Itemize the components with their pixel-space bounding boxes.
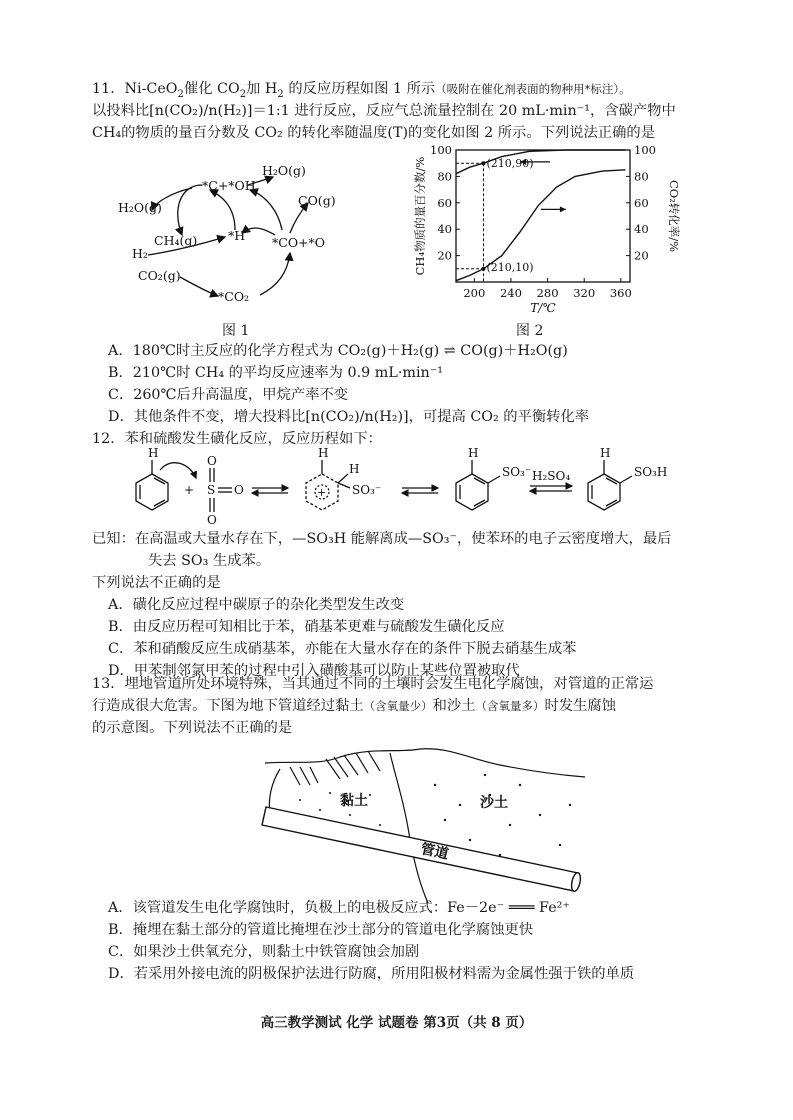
- q13-line2: 行造成很大危害。下图为地下管道经过黏土（含氧量少）和沙土（含氧量多）时发生腐蚀: [92, 698, 617, 714]
- x-axis-label: T/℃: [530, 301, 556, 315]
- species-ch4: CH₄(g): [154, 233, 198, 248]
- label-o-1: O: [207, 454, 217, 468]
- q11-option-b: B．210℃时 CH₄ 的平均反应速率为 0.9 mL·min⁻¹: [108, 365, 444, 381]
- label-h-2: H: [318, 446, 329, 460]
- y-axis-label-right: CO₂转化率/%: [667, 179, 681, 253]
- label-so3h: SO₃H: [634, 465, 668, 479]
- species-co: CO(g): [298, 193, 336, 208]
- y-axis-label-left: CH₄物质的量百分数/%: [413, 156, 427, 276]
- q11-line2: 以投料比[n(CO₂)/n(H₂)]＝1:1 进行反应，反应气总流量控制在 20 mL·min⁻¹，含碳产物中: [92, 103, 676, 119]
- q11-line1: 11．Ni-CeO$_2$催化 $CO_2$加 $H_2$ 的反应历程如图 1 所示（吸附在催化剂表面的物种用*标注）。: [92, 81, 631, 100]
- q12-reaction-scheme: [110, 446, 730, 526]
- arrow-co2-to-ads: [180, 277, 218, 296]
- label-h2so4: H₂SO₄: [532, 469, 571, 483]
- figure-2-chart: [408, 140, 698, 330]
- q12-option-d: D．甲苯制邻氯甲苯的过程中引入磺酸基可以防止某些位置被取代: [108, 663, 520, 679]
- benzene-ring-3: [456, 474, 488, 510]
- y-tick-label-right: 40: [634, 222, 649, 237]
- q12-option-b: B．由反应历程可知相比于苯，硝基苯更难与硫酸发生磺化反应: [108, 619, 505, 635]
- x-tick-label: 200: [463, 286, 486, 300]
- svg-text:+: +: [317, 486, 327, 499]
- species-co2g: CO₂(g): [138, 268, 181, 283]
- arrow-h-to-coh: [210, 190, 235, 230]
- q13-line3: 的示意图。下列说法不正确的是: [92, 720, 293, 736]
- y-tick-label-left: 40: [437, 222, 452, 237]
- y-tick-label-left: 80: [437, 169, 452, 184]
- species-h2: H₂: [132, 246, 148, 261]
- species-co-o: *CO+*O: [272, 235, 326, 250]
- fig1-caption: 图 1: [222, 323, 250, 339]
- arrow-right-head: [560, 206, 566, 212]
- arrow-ads-to-coo: [260, 253, 290, 295]
- annotation-label-2: (210,10): [486, 260, 534, 274]
- label-h-3: H: [468, 446, 479, 460]
- label-so3-minus-1: SO₃⁻: [352, 483, 382, 497]
- series-line-2: [456, 170, 625, 281]
- q12-option-c: C．苯和硝酸反应生成硝基苯，亦能在大量水存在的条件下脱去硝基生成苯: [108, 641, 577, 657]
- label-pipe: 管道: [419, 841, 450, 863]
- page-footer: 高三教学测试 化学 试题卷 第3页（共 8 页）: [260, 1015, 533, 1031]
- y-tick-label-right: 20: [634, 248, 649, 263]
- x-tick-label: 280: [536, 286, 559, 300]
- arrow-coo-to-h: [242, 228, 275, 235]
- benzene-ring-1: [136, 474, 168, 510]
- label-h-4: H: [600, 446, 611, 460]
- q11-option-c: C．260℃后升高温度，甲烷产率不变: [108, 387, 349, 403]
- species-h: *H: [228, 228, 246, 243]
- q12-option-a: A．磺化反应过程中碳原子的杂化类型发生改变: [108, 597, 405, 613]
- y-tick-label-left: 100: [430, 143, 452, 157]
- q11-note: （吸附在催化剂表面的物种用*标注）。: [435, 82, 631, 96]
- q12-known-2: 失去 SO₃ 生成苯。: [148, 553, 271, 569]
- q11-line3: CH₄的物质的量百分数及 CO₂ 的转化率随温度(T)的变化如图 2 所示。下列说法正确的是: [92, 125, 655, 141]
- label-clay: 黏土: [340, 793, 368, 809]
- label-sand: 沙土: [480, 795, 508, 811]
- q11-option-a: A．180℃时主反应的化学方程式为 CO₂(g)＋H₂(g) ⇌ CO(g)＋H₂O(g): [108, 343, 568, 359]
- y-tick-label-right: 80: [634, 169, 649, 184]
- species-h2o-top: H₂O(g): [262, 163, 306, 178]
- label-o-3: O: [207, 513, 217, 526]
- q13-option-a: A．该管道发生电化学腐蚀时，负极上的电极反应式：Fe－2e⁻ ═══ Fe²⁺: [108, 900, 570, 916]
- benzene-ring-4: [588, 474, 620, 510]
- figure-pipe-soil: [260, 745, 590, 905]
- annotation-label-1: (210,90): [486, 157, 534, 171]
- q12-known-1: 已知：在高温或大量水存在下，—SO₃H 能解离成—SO₃⁻，使苯环的电子云密度增大，最后: [92, 531, 672, 547]
- q13-option-d: D．若采用外接电流的阴极保护法进行防腐，所用阳极材料需为金属性强于铁的单质: [108, 966, 635, 982]
- label-o-2: O: [234, 483, 244, 497]
- plot-frame: [456, 150, 630, 282]
- x-tick-label: 360: [609, 286, 632, 300]
- x-tick-label: 240: [499, 286, 522, 300]
- q12-ask: 下列说法不正确的是: [92, 575, 221, 591]
- svg-text:H: H: [349, 462, 360, 476]
- y-tick-label-right: 60: [634, 195, 649, 210]
- fig2-caption: 图 2: [516, 323, 544, 339]
- arrow-to-coh: [250, 190, 282, 230]
- label-s: S: [207, 483, 216, 497]
- q13-line1: 13．埋地管道所处环境特殊，当其通过不同的土壤时会发生电化学腐蚀，对管道的正常运: [92, 676, 654, 692]
- label-so3-minus-2: SO₃⁻: [502, 465, 532, 479]
- y-tick-label-left: 60: [437, 195, 452, 210]
- y-tick-label-right: 100: [634, 143, 656, 157]
- label-h-1: H: [148, 446, 159, 460]
- arrow-coh-loop: [178, 185, 202, 235]
- species-co2-ads: *CO₂: [218, 289, 250, 304]
- species-h2o-left: H₂O(g): [118, 200, 162, 215]
- y-tick-label-left: 20: [437, 248, 452, 263]
- svg-text:+: +: [184, 483, 195, 497]
- figure-1-mechanism: [110, 155, 370, 315]
- q13-option-b: B．掩埋在黏土部分的管道比掩埋在沙土部分的管道电化学腐蚀更快: [108, 922, 534, 938]
- species-c-oh: *C+*OH: [202, 178, 256, 193]
- x-tick-label: 320: [573, 286, 596, 300]
- q12-stem: 12．苯和硫酸发生磺化反应，反应历程如下：: [92, 431, 382, 447]
- q11-option-d: D．其他条件不变，增大投料比[n(CO₂)/n(H₂)]，可提高 CO₂ 的平衡转化率: [108, 409, 590, 425]
- q13-option-c: C．如果沙土供氧充分，则黏土中铁管腐蚀会加剧: [108, 944, 420, 960]
- clay-sand-boundary: [390, 753, 428, 903]
